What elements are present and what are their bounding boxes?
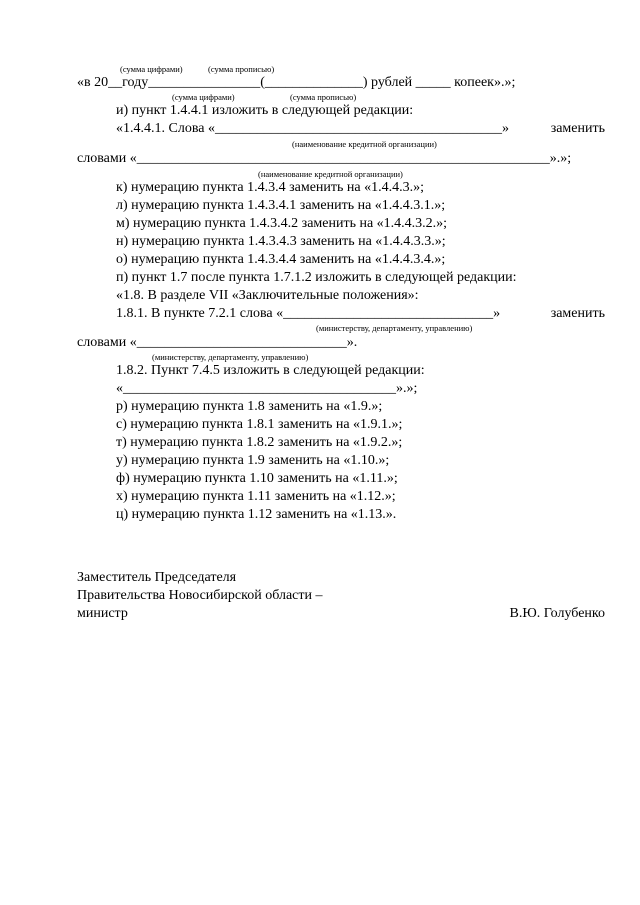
signatory-title: Заместитель Председателя bbox=[77, 570, 237, 585]
item-i: и) пункт 1.4.4.1 изложить в следующей редакции: bbox=[116, 103, 414, 118]
clause-182-line: 1.8.2. Пункт 7.4.5 изложить в следующей редакции: bbox=[116, 363, 425, 378]
words-ministry-line: словами «______________________________». bbox=[77, 335, 358, 350]
caption-sum-digits: (сумма цифрами) bbox=[120, 64, 183, 74]
signatory-title: Правительства Новосибирской области – bbox=[77, 588, 323, 603]
clause-1441-replace-word: заменить bbox=[550, 121, 605, 136]
list-item: н) нумерацию пункта 1.4.3.4.3 заменить на «1.4.4.3.3.»; bbox=[116, 234, 446, 249]
clause-1441-line: «1.4.4.1. Слова «_________________________________________» bbox=[116, 121, 509, 136]
list-item: с) нумерацию пункта 1.8.1 заменить на «1.9.1.»; bbox=[116, 417, 403, 432]
signatory-name: В.Ю. Голубенко bbox=[509, 606, 605, 621]
list-item: у) нумерацию пункта 1.9 заменить на «1.10.»; bbox=[116, 453, 390, 468]
list-item: ц) нумерацию пункта 1.12 заменить на «1.13.». bbox=[116, 507, 397, 522]
clause-181-line: 1.8.1. В пункте 7.2.1 слова «______________________________» bbox=[116, 306, 501, 321]
list-item: х) нумерацию пункта 1.11 заменить на «1.12.»; bbox=[116, 489, 396, 504]
words-bank-line: словами «___________________________________________________________».»; bbox=[77, 151, 572, 166]
list-item: т) нумерацию пункта 1.8.2 заменить на «1.9.2.»; bbox=[116, 435, 403, 450]
clause-182-blank: «_______________________________________».»; bbox=[116, 381, 418, 396]
signatory-title: министр bbox=[77, 606, 128, 621]
list-item: п) пункт 1.7 после пункта 1.7.1.2 изложить в следующей редакции: bbox=[116, 270, 517, 285]
caption-sum-digits: (сумма цифрами) bbox=[172, 92, 235, 102]
caption-bank-name: (наименование кредитной организации) bbox=[292, 139, 437, 149]
caption-sum-words: (сумма прописью) bbox=[290, 92, 357, 102]
caption-sum-words: (сумма прописью) bbox=[208, 64, 275, 74]
list-item: о) нумерацию пункта 1.4.3.4.4 заменить на «1.4.4.3.4.»; bbox=[116, 252, 446, 267]
list-item: «1.8. В разделе VII «Заключительные положения»: bbox=[116, 288, 419, 303]
list-item: м) нумерацию пункта 1.4.3.4.2 заменить на «1.4.4.3.2.»; bbox=[116, 216, 448, 231]
list-item: к) нумерацию пункта 1.4.3.4 заменить на «1.4.4.3.»; bbox=[116, 180, 425, 195]
caption-bank-name: (наименование кредитной организации) bbox=[258, 169, 403, 179]
caption-ministry: (министерству, департаменту, управлению) bbox=[316, 323, 473, 333]
year-sum-line: «в 20__году________________(______________) рублей _____ копеек».»; bbox=[77, 75, 516, 90]
list-item: р) нумерацию пункта 1.8 заменить на «1.9.»; bbox=[116, 399, 383, 414]
list-item: л) нумерацию пункта 1.4.3.4.1 заменить на «1.4.4.3.1.»; bbox=[116, 198, 446, 213]
caption-ministry: (министерству, департаменту, управлению) bbox=[152, 352, 309, 362]
list-item: ф) нумерацию пункта 1.10 заменить на «1.11.»; bbox=[116, 471, 398, 486]
clause-181-replace-word: заменить bbox=[550, 306, 605, 321]
